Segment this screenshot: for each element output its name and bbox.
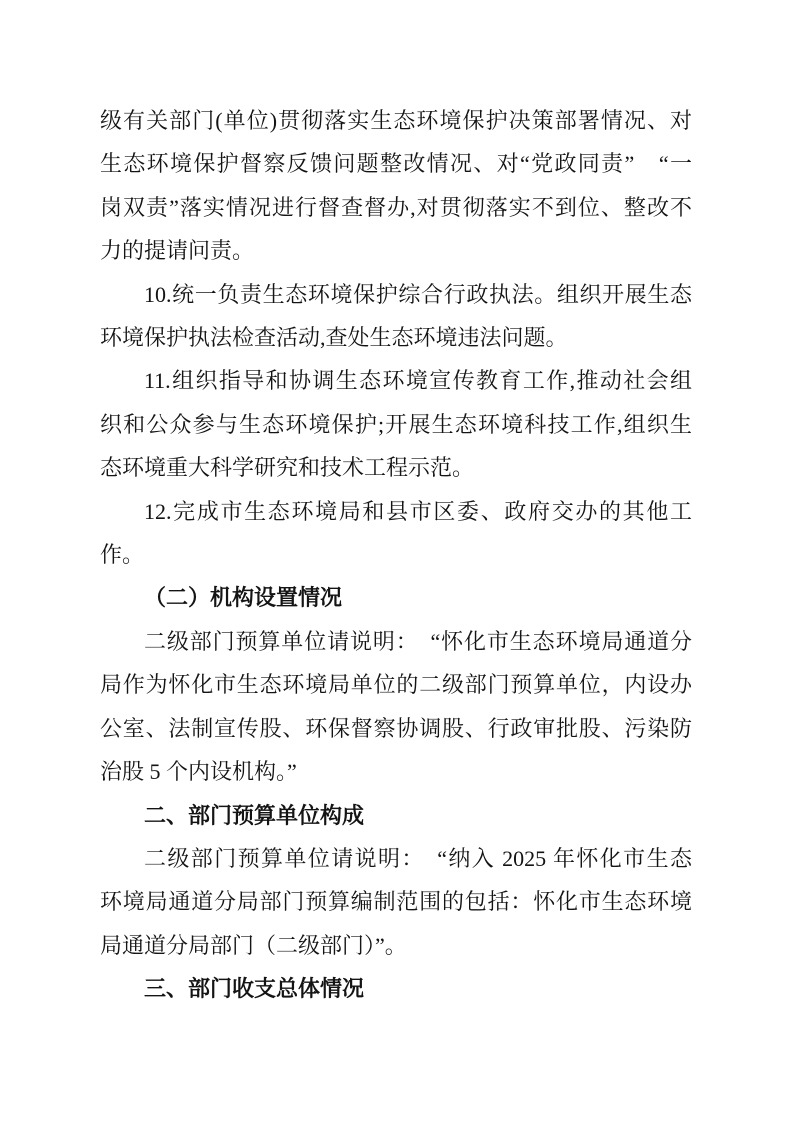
body-text-line: 态环境重大科学研究和技术工程示范。 bbox=[100, 455, 475, 481]
body-text-line: 二级部门预算单位请说明： “怀化市生态环境局通道分 bbox=[144, 628, 692, 654]
body-text-line: 公室、法制宣传股、环保督察协调股、行政审批股、污染防 bbox=[100, 715, 692, 741]
body-text-line-item-12: 12.完成市生态环境局和县市区委、政府交办的其他工 bbox=[144, 498, 692, 524]
body-text-line-item-10: 10.统一负责生态环境保护综合行政执法。组织开展生态 bbox=[144, 281, 692, 307]
body-text-line: 局通道分局部门（二级部门）”。 bbox=[100, 932, 407, 958]
text-block bbox=[100, 99, 692, 1011]
body-text-line: 岗双责”落实情况进行督查督办,对贯彻落实不到位、整改不 bbox=[100, 194, 692, 220]
body-text-line-item-11: 11.组织指导和协调生态环境宣传教育工作,推动社会组 bbox=[144, 368, 692, 394]
body-text-line: 二级部门预算单位请说明： “纳入 2025 年怀化市生态 bbox=[144, 845, 692, 871]
body-text-line: 环境保护执法检查活动,查处生态环境违法问题。 bbox=[100, 325, 568, 351]
section-heading-budget-unit-composition: 二、部门预算单位构成 bbox=[144, 802, 365, 828]
body-text-line: 力的提请问责。 bbox=[100, 238, 255, 264]
body-text-line: 织和公众参与生态环境保护;开展生态环境科技工作,组织生 bbox=[100, 411, 692, 437]
body-text-line: 治股 5 个内设机构。” bbox=[100, 759, 297, 785]
section-heading-org-setup: （二）机构设置情况 bbox=[144, 585, 343, 611]
body-text-line: 局作为怀化市生态环境局单位的二级部门预算单位，内设办 bbox=[100, 672, 692, 698]
body-text-line: 级有关部门(单位)贯彻落实生态环境保护决策部署情况、对 bbox=[100, 108, 692, 133]
body-text-line: 环境局通道分局部门预算编制范围的包括：怀化市生态环境 bbox=[100, 889, 692, 915]
body-text-line: 作。 bbox=[100, 542, 145, 568]
section-heading-revenue-expenditure-overview: 三、部门收支总体情况 bbox=[144, 976, 365, 1002]
body-text-line: 生态环境保护督察反馈问题整改情况、对“党政同责” “一 bbox=[100, 151, 692, 177]
